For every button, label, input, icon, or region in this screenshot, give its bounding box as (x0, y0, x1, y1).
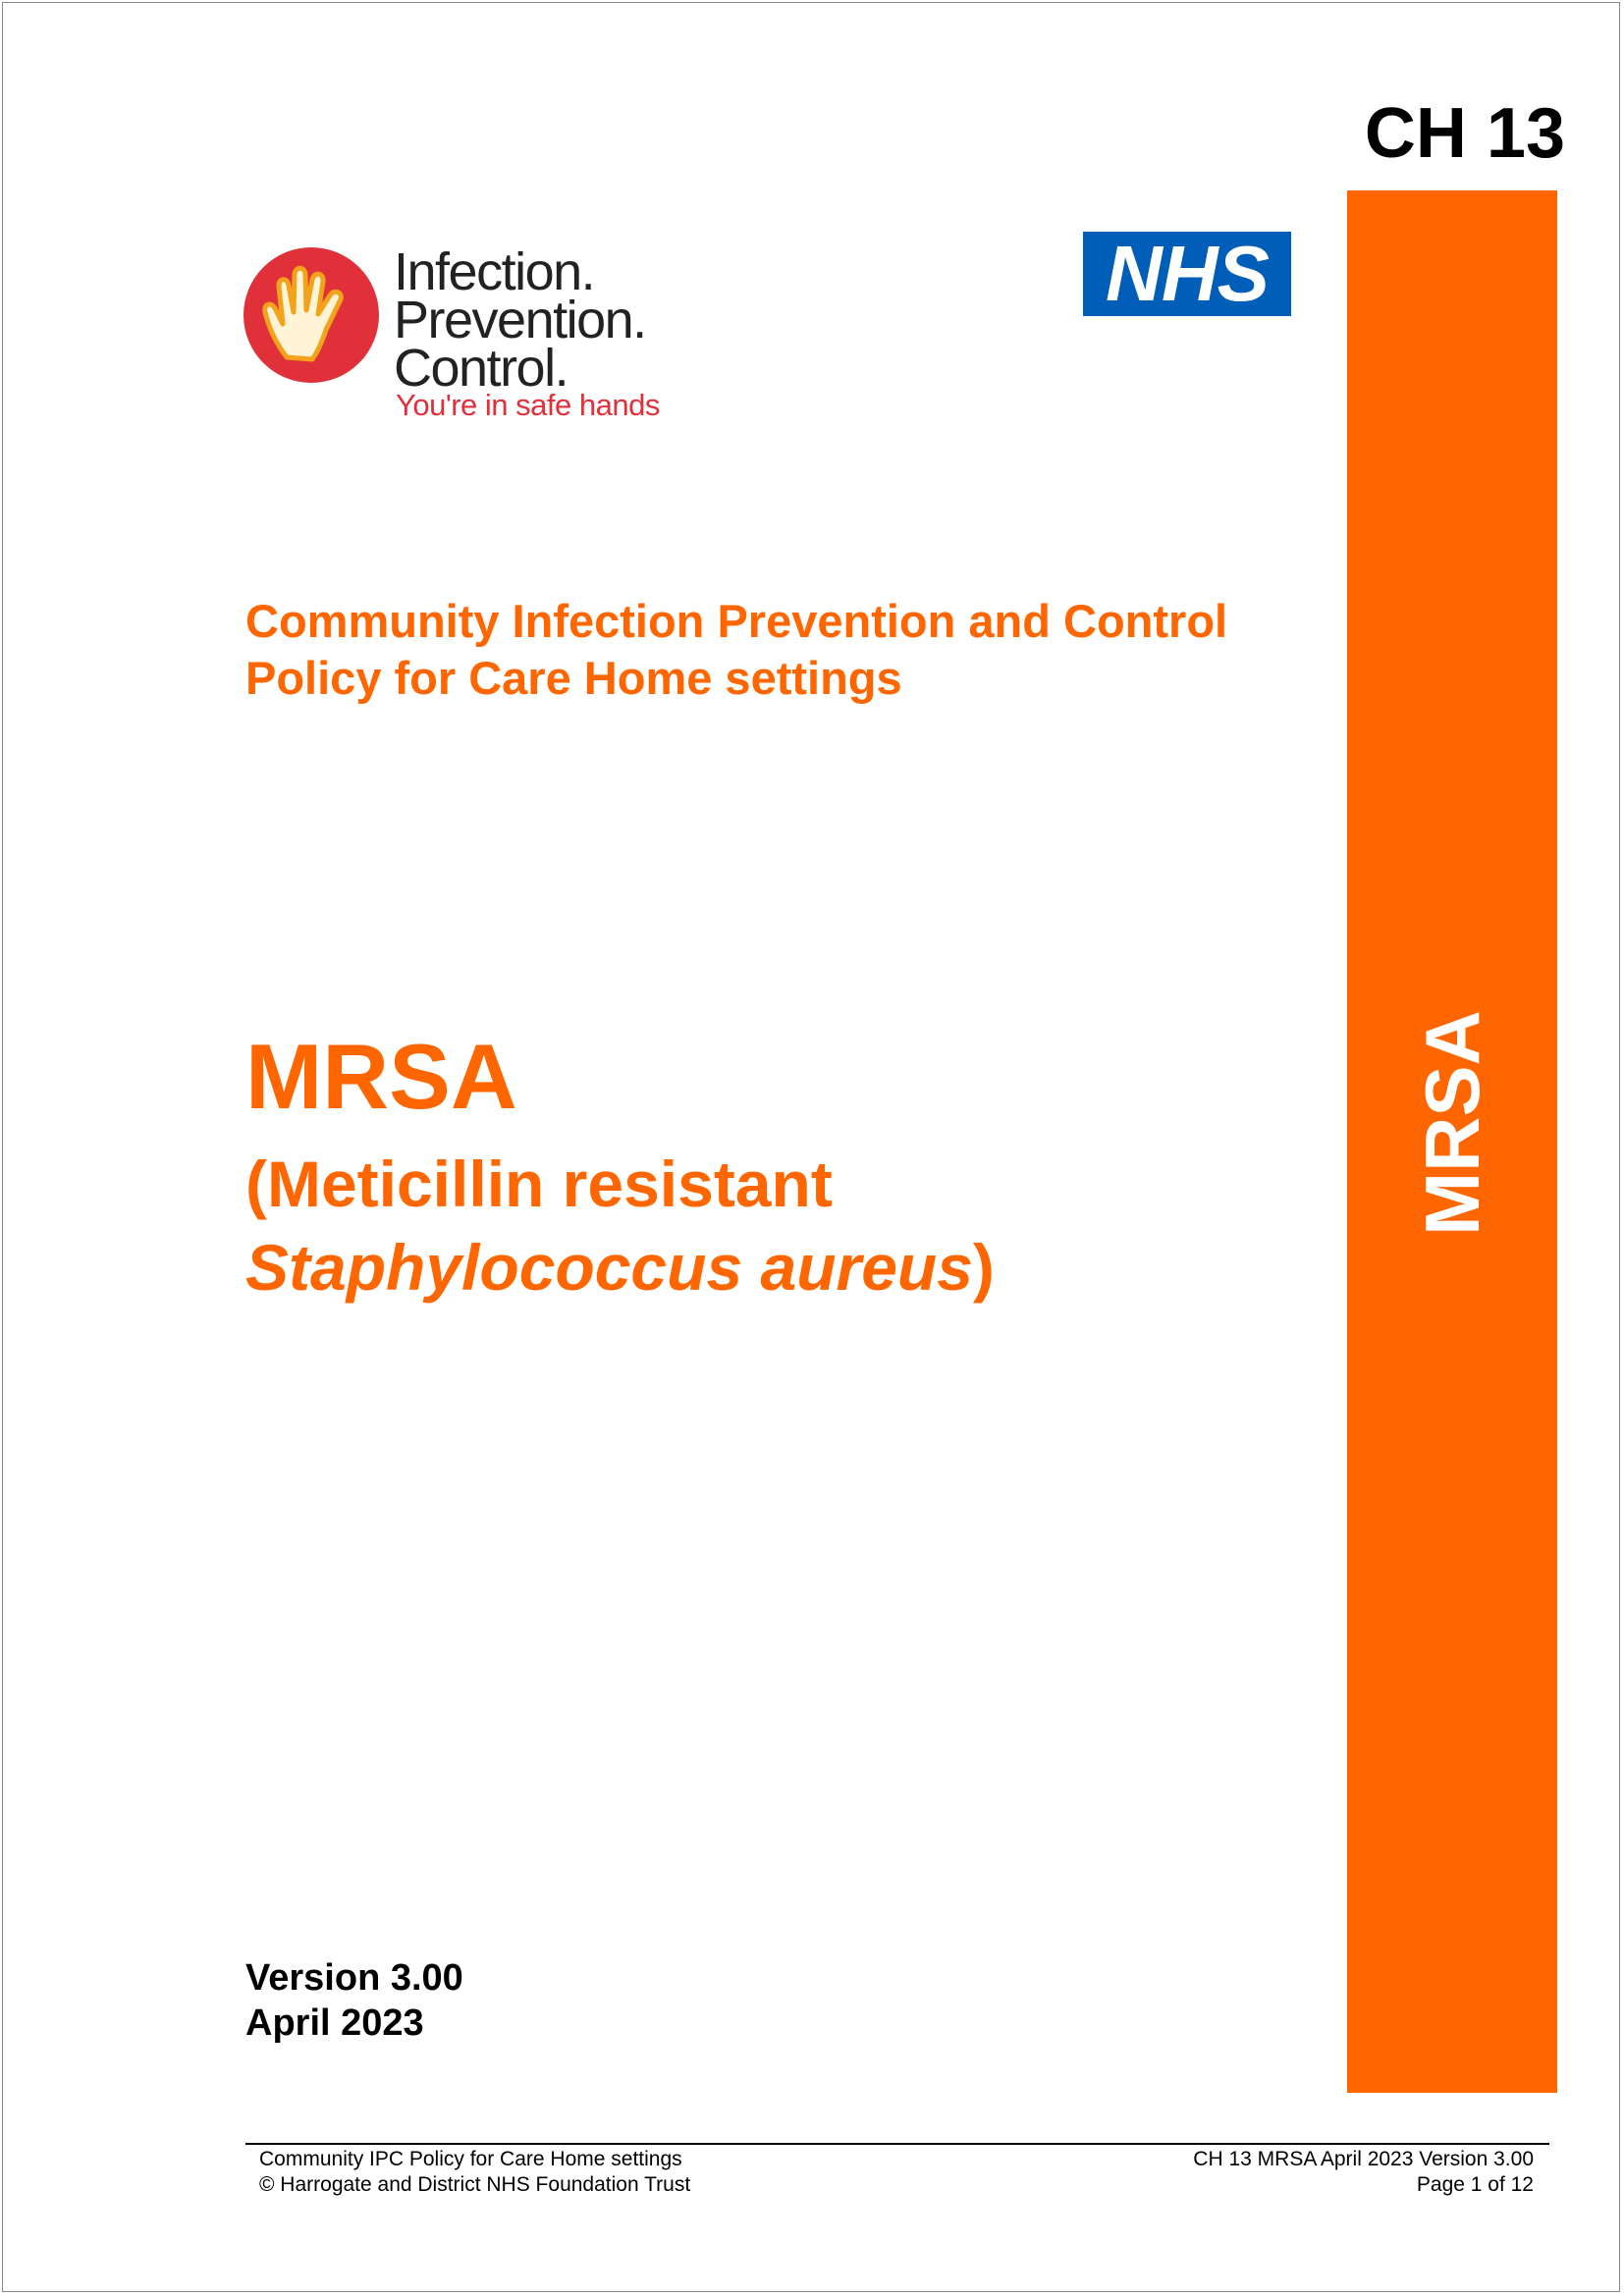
ipc-logo-line-1: Infection. (394, 242, 595, 301)
chapter-side-bar (1347, 190, 1557, 2093)
footer-right (1193, 2147, 1534, 2198)
document-subtitle (245, 1143, 995, 1309)
subtitle-closing-paren: ) (972, 1231, 995, 1304)
organism-name: Staphylococcus aureus (245, 1231, 973, 1304)
document-title: MRSA (245, 1025, 517, 1128)
chapter-code: CH 13 (1364, 94, 1565, 173)
version-block (245, 1955, 463, 2046)
nhs-logo (1083, 232, 1291, 316)
ipc-logo (244, 238, 676, 434)
subtitle-line-2 (245, 1226, 995, 1309)
footer-rule (245, 2143, 1549, 2145)
version-number: Version 3.00 (245, 1957, 463, 1999)
policy-title-line-1: Community Infection Prevention and Control (245, 595, 1228, 647)
footer-page-number: Page 1 of 12 (1416, 2173, 1534, 2196)
footer-left (259, 2147, 690, 2198)
policy-title-line-2: Policy for Care Home settings (245, 652, 902, 704)
version-date: April 2023 (245, 2002, 424, 2044)
hand-icon (244, 247, 379, 383)
footer-policy-name: Community IPC Policy for Care Home settings (259, 2148, 682, 2170)
policy-title (245, 593, 1227, 707)
side-bar-label: MRSA (1409, 1010, 1495, 1236)
footer-copyright: © Harrogate and District NHS Foundation Trust (259, 2173, 691, 2196)
ipc-logo-tagline: You're in safe hands (396, 388, 660, 422)
ipc-logo-line-3: Control. (394, 339, 568, 398)
nhs-logo-text: NHS (1106, 230, 1269, 317)
subtitle-line-1: (Meticillin resistant (245, 1148, 833, 1220)
footer-document-ref: CH 13 MRSA April 2023 Version 3.00 (1193, 2148, 1534, 2170)
ipc-logo-line-2: Prevention. (394, 291, 646, 349)
